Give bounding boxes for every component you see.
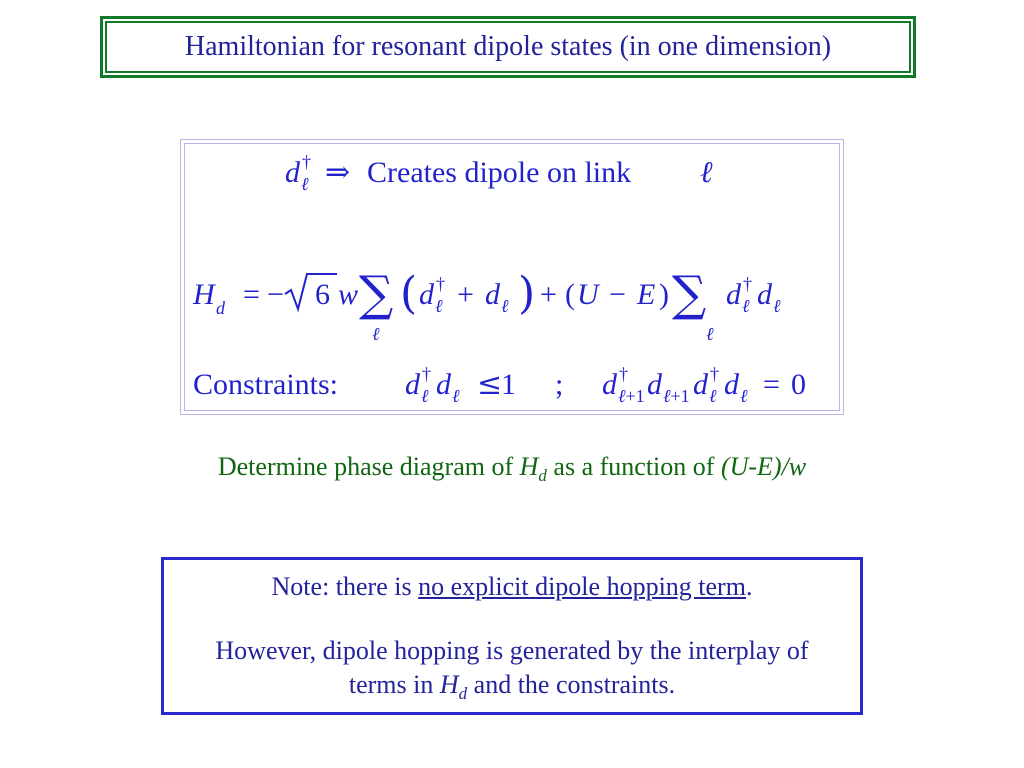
note-suffix: . — [745, 572, 753, 601]
svg-text:ℓ: ℓ — [740, 386, 748, 406]
note-line-1 — [164, 572, 860, 602]
svg-text:(: ( — [565, 278, 575, 311]
svg-text:d: d — [485, 278, 500, 311]
svg-text:ℓ: ℓ — [700, 156, 713, 189]
svg-text:≤: ≤ — [477, 367, 503, 402]
implies-arrow: ⇒ — [325, 155, 351, 190]
determine-middle: as a function of — [546, 452, 721, 481]
svg-text:d: d — [436, 368, 451, 401]
svg-text:ℓ: ℓ — [301, 174, 309, 194]
equation-inner-frame — [184, 143, 840, 411]
constraints-label: Constraints: — [193, 368, 339, 401]
svg-text:ℓ: ℓ — [706, 324, 714, 344]
svg-text:0: 0 — [791, 368, 806, 401]
svg-text:†: † — [422, 364, 431, 384]
svg-text:d: d — [647, 368, 662, 401]
creates-text: Creates dipole on link — [367, 156, 632, 189]
svg-text:d: d — [419, 278, 434, 311]
note-para2-prefix: However, dipole hopping is generated by the interplay of terms in — [215, 636, 809, 699]
svg-text:ℓ: ℓ — [435, 296, 443, 316]
svg-text:d: d — [285, 156, 300, 189]
determine-H: H — [519, 452, 539, 481]
svg-text:U: U — [577, 278, 599, 311]
svg-text:=: = — [243, 278, 260, 311]
svg-text:): ) — [518, 268, 536, 319]
svg-text:): ) — [659, 278, 669, 311]
equation-box — [180, 139, 844, 415]
determine-prefix: Determine phase diagram of — [217, 452, 520, 481]
note-paragraph-2 — [184, 634, 840, 711]
svg-text:ℓ: ℓ — [501, 296, 509, 316]
svg-text:ℓ: ℓ — [452, 386, 460, 406]
note-H: H — [439, 670, 459, 699]
creation-operator-line — [285, 152, 713, 194]
svg-text:w: w — [338, 278, 359, 311]
svg-text:+: + — [540, 278, 557, 311]
sum-symbol-2: ∑ — [672, 266, 707, 322]
hamiltonian-line — [192, 266, 781, 344]
svg-text:†: † — [436, 274, 445, 294]
svg-text:−: − — [609, 278, 626, 311]
svg-text:ℓ: ℓ — [372, 324, 380, 344]
title-box — [100, 16, 916, 78]
svg-text:†: † — [743, 274, 752, 294]
svg-text:†: † — [302, 152, 311, 172]
note-H-subscript: d — [458, 684, 468, 704]
constraint-separator: ; — [555, 368, 564, 401]
svg-text:d: d — [724, 368, 739, 401]
svg-text:d: d — [693, 368, 708, 401]
svg-text:d: d — [757, 278, 772, 311]
svg-text:d: d — [726, 278, 741, 311]
svg-text:E: E — [637, 278, 656, 311]
equation-svg — [185, 144, 839, 410]
svg-text:ℓ+1: ℓ+1 — [663, 386, 690, 406]
svg-text:d: d — [602, 368, 617, 401]
note-prefix: Note: there is — [271, 572, 419, 601]
svg-text:ℓ: ℓ — [773, 296, 781, 316]
slide-title: Hamiltonian for resonant dipole states (in one dimension) — [184, 31, 832, 62]
svg-text:=: = — [763, 368, 780, 401]
svg-text:d: d — [216, 298, 225, 318]
svg-text:(: ( — [400, 268, 418, 319]
determine-phase-diagram-text — [0, 452, 1024, 486]
sum-symbol: ∑ — [359, 266, 394, 322]
svg-text:ℓ: ℓ — [742, 296, 750, 316]
constraints-line — [193, 364, 806, 406]
svg-text:†: † — [619, 364, 628, 384]
svg-text:1: 1 — [501, 368, 516, 401]
note-underlined-phrase: no explicit dipole hopping term — [418, 572, 746, 601]
determine-H-subscript: d — [538, 466, 547, 486]
svg-text:ℓ: ℓ — [709, 386, 717, 406]
svg-text:†: † — [710, 364, 719, 384]
svg-text:H: H — [193, 278, 215, 311]
svg-text:d: d — [405, 368, 420, 401]
note-box — [161, 557, 863, 715]
svg-text:+: + — [457, 278, 474, 311]
title-inner-frame — [105, 21, 911, 73]
svg-text:ℓ: ℓ — [421, 386, 429, 406]
svg-text:−: − — [267, 278, 284, 311]
svg-text:ℓ+1: ℓ+1 — [618, 386, 645, 406]
determine-ratio: (U-E)/w — [720, 452, 807, 481]
note-para2-suffix: and the constraints. — [467, 670, 676, 699]
svg-text:6: 6 — [315, 278, 330, 311]
